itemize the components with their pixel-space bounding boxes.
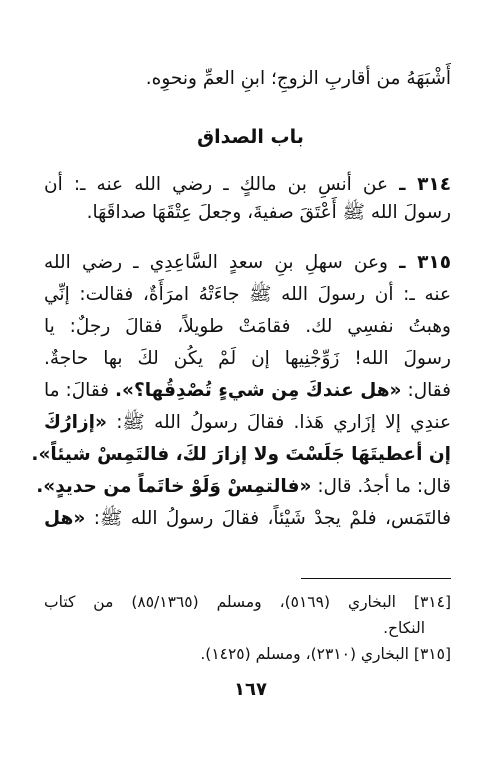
- hadith-315-line-9: [44, 506, 451, 532]
- hadith-315-text-1: وعن سهلِ بنِ سعدٍ السَّاعِدِي ـ رضي الله: [44, 252, 388, 273]
- footnote-divider: [301, 578, 451, 579]
- carryover-line: أَشْبَهَهُ من أقاربِ الزوجِ؛ ابنِ العمِّ ونحوِه.: [145, 68, 451, 89]
- prophet-quote-3: «فالتمِسْ وَلَوْ خاتَماً من حديدٍ».: [36, 476, 312, 497]
- hadith-314-line-2: رسولَ الله ﷺ أَعْتَقَ صفيةَ، وجعلَ عِتْقَهَا صداقَهَا.: [86, 202, 451, 223]
- prophet-quote-1: «هل عندكَ مِن شيءٍ تُصْدِقُها؟».: [115, 380, 402, 401]
- hadith-315-line-1: [44, 250, 451, 276]
- hadith-315-line-6: [44, 410, 451, 436]
- hadith-315-line-4: رسولَ الله! زَوِّجْنِيها إن لَمْ يكُن لكَ بها حاجةٌ.: [44, 348, 451, 369]
- hadith-314-number: ٣١٤ ـ: [399, 174, 451, 195]
- hadith-315-line-8: [36, 474, 451, 500]
- line-6-part-a: عندِي إلا إزَاري هَذا. فقالَ رسولُ الله ﷺ:: [116, 412, 451, 433]
- hadith-315-line-2: عنه ـ: أن رسولَ الله ﷺ جاءَتْهُ امرَأَةٌ، فقالت: إنِّي: [44, 284, 451, 305]
- page-number: ١٦٧: [234, 679, 267, 700]
- hadith-314-line-1: [44, 172, 451, 198]
- prophet-quote-2-start: «إزارُكَ: [44, 412, 107, 433]
- line-9-part-a: فالتَمَس، فلمْ يجدْ شَيْئاً، فقالَ رسولُ الله ﷺ:: [93, 508, 451, 529]
- footnote-315: [٣١٥] البخاري (٢٣١٠)، ومسلم (١٤٢٥).: [200, 645, 451, 663]
- section-heading: باب الصداق: [197, 126, 304, 148]
- hadith-315-line-7: إن أعطيتَهَا جَلَسْتَ ولا إزارَ لكَ، فالتَمِسْ شيئاً».: [31, 444, 451, 465]
- line-5-part-c: فقالَ: ما: [44, 380, 110, 401]
- line-8-part-a: قال: ما أجدُ. قال:: [317, 476, 451, 497]
- footnote-314-line-1: [٣١٤] البخاري (٥١٦٩)، ومسلم (٨٥/١٣٦٥) من كتاب: [44, 593, 452, 611]
- prophet-quote-4-start: «هل: [44, 508, 86, 529]
- hadith-315-line-3: وهبتُ نفسِي لك. فقامَتْ طويلاً، فقالَ رجلٌ: يا: [44, 316, 451, 337]
- footnote-314-line-2: النكاح.: [383, 619, 425, 637]
- hadith-314-text-1: عن أنسِ بن مالكٍ ـ رضي الله عنه ـ: أن: [44, 174, 389, 195]
- hadith-315-line-5: [44, 378, 451, 404]
- hadith-315-number: ٣١٥ ـ: [399, 252, 451, 273]
- line-5-part-a: فقال:: [407, 380, 451, 401]
